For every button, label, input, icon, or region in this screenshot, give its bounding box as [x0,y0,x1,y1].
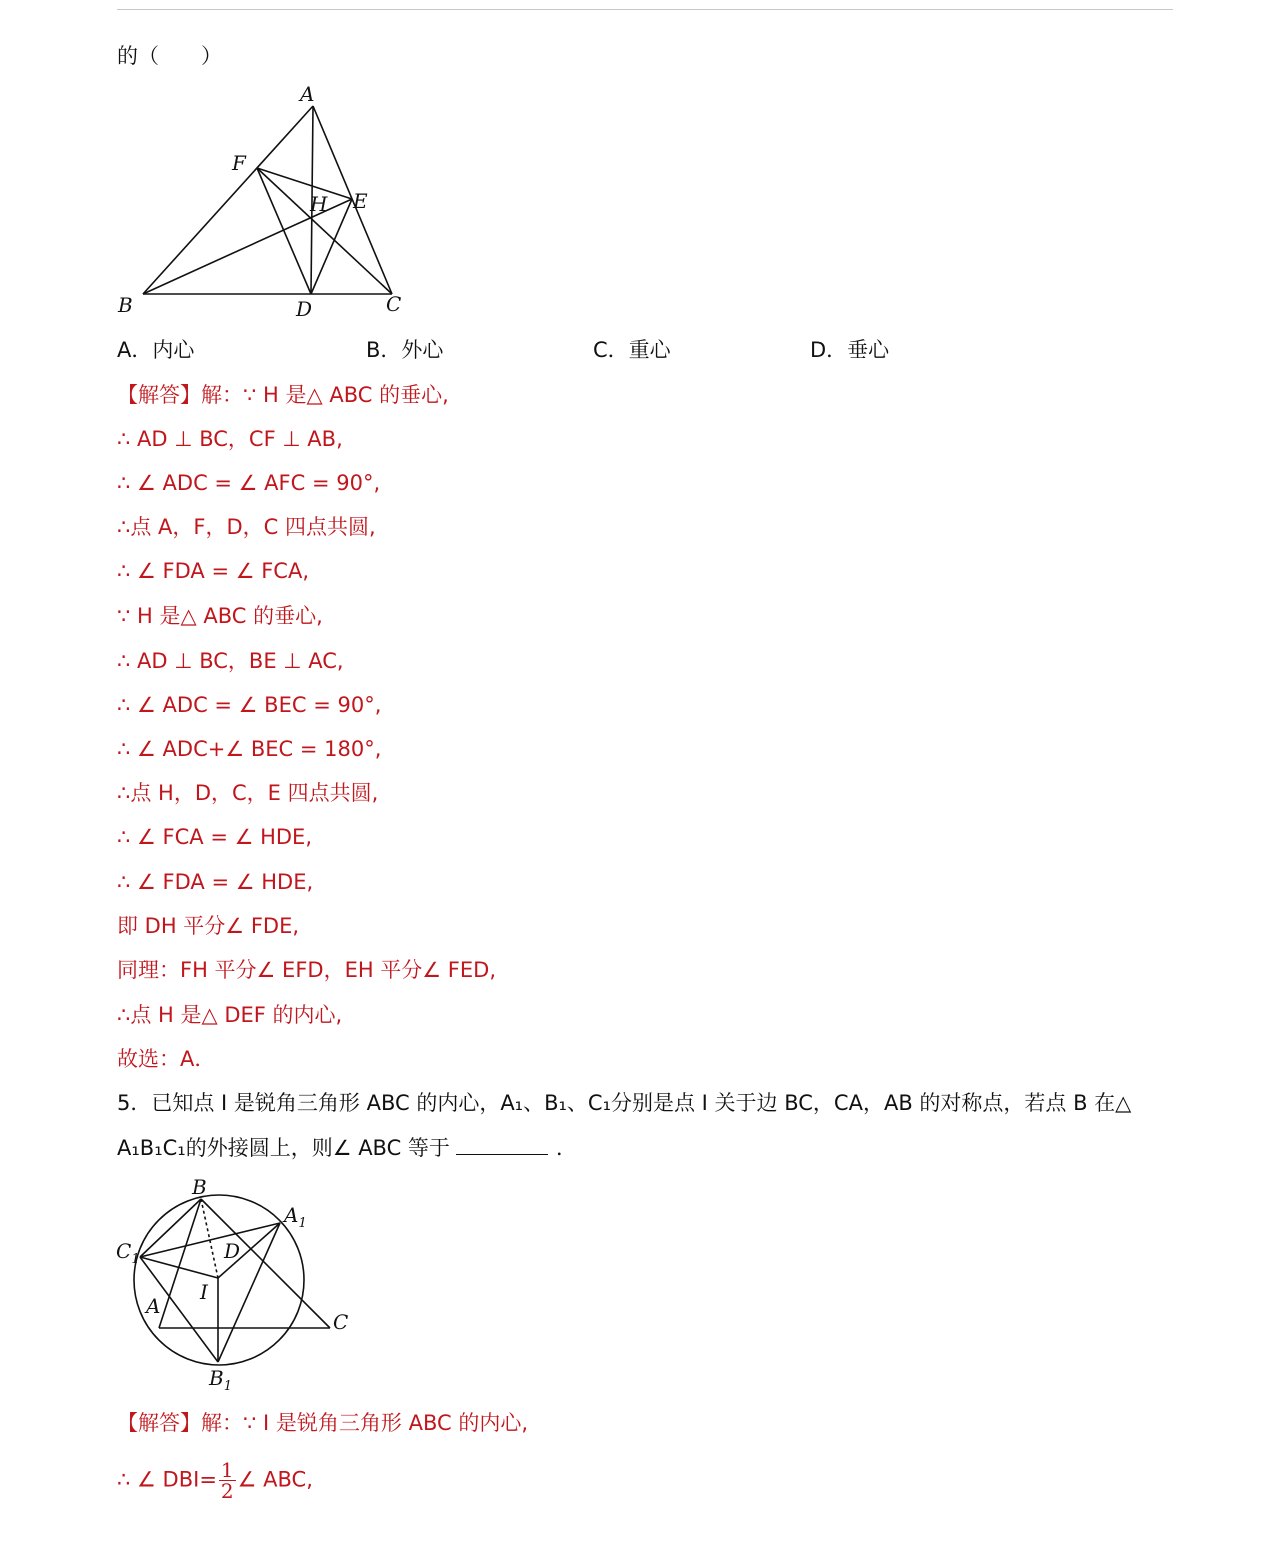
label-A-fig2: A [146,1294,161,1318]
label-D: D [296,297,313,321]
label-A: A [300,82,315,106]
option-d[interactable]: D．垂心 [810,338,890,362]
solution1-line-12: ∴ ∠ FDA = ∠ HDE, [117,870,314,894]
question5-line-1: 5．已知点 I 是锐角三角形 ABC 的内心，A₁、B₁、C₁分别是点 I 关于边 BC，CA，AB 的对称点，若点 B 在△ [117,1091,1132,1115]
label-B: B [118,293,133,317]
solution1-line-11: ∴ ∠ FCA = ∠ HDE, [117,825,312,849]
label-F: F [232,151,246,175]
label-B1: $B_1$ [209,1366,232,1394]
solution1-line-7: ∴ AD ⊥ BC，BE ⊥ AC, [117,649,344,673]
solution1-line-2: ∴ AD ⊥ BC，CF ⊥ AB, [117,427,343,451]
solution1-line-16: 故选：A． [117,1047,216,1071]
answer-tag-2: 【解答】 [117,1411,201,1435]
solution1-line-5: ∴ ∠ FDA = ∠ FCA, [117,559,310,583]
solution1-line-1: 【解答】解：∵ H 是△ ABC 的垂心, [117,383,449,407]
triangle-orthocenter-figure [110,80,410,325]
question5-line-2: A₁B₁C₁的外接圆上，则∠ ABC 等于 ． [117,1136,577,1160]
label-I: I [200,1280,208,1304]
label-B-top: B [192,1175,207,1199]
label-C-fig2: C [333,1310,349,1334]
circumcircle-incenter-figure [110,1170,360,1400]
label-C1: $C_1$ [116,1239,140,1267]
solution1-line-3: ∴ ∠ ADC = ∠ AFC = 90°, [117,471,381,495]
solution1-line-9: ∴ ∠ ADC+∠ BEC = 180°, [117,737,382,761]
option-c[interactable]: C．重心 [593,338,671,362]
answer-tag: 【解答】 [117,383,201,407]
solution1-line-13: 即 DH 平分∠ FDE, [117,914,300,938]
top-divider [117,9,1173,10]
label-C: C [386,292,402,316]
label-A1: $A_1$ [284,1203,307,1231]
label-H: H [310,192,328,216]
solution1-line-15: ∴点 H 是△ DEF 的内心, [117,1003,343,1027]
label-E: E [353,189,368,213]
solution1-line-10: ∴点 H，D，C，E 四点共圆, [117,781,379,805]
solution1-line-6: ∵ H 是△ ABC 的垂心, [117,604,323,628]
option-a[interactable]: A．内心 [117,338,195,362]
label-D-fig2: D [224,1239,241,1263]
question-tail-text: 的（ ） [117,44,222,68]
solution1-line-14: 同理：FH 平分∠ EFD，EH 平分∠ FED, [117,958,496,982]
equals-sign: = [199,1467,217,1492]
solution2-line-2: ∴ ∠ DBI= $\frac{1}{2}$ ∠ ABC, [117,1458,313,1503]
answer-blank[interactable] [456,1134,548,1155]
solution1-line-8: ∴ ∠ ADC = ∠ BEC = 90°, [117,693,382,717]
solution1-line-4: ∴点 A，F，D，C 四点共圆, [117,515,376,539]
solution2-line-1: 【解答】解：∵ I 是锐角三角形 ABC 的内心, [117,1411,528,1435]
option-b[interactable]: B．外心 [366,338,444,362]
fraction-one-half: $\frac{1}{2}$ [220,1458,234,1503]
